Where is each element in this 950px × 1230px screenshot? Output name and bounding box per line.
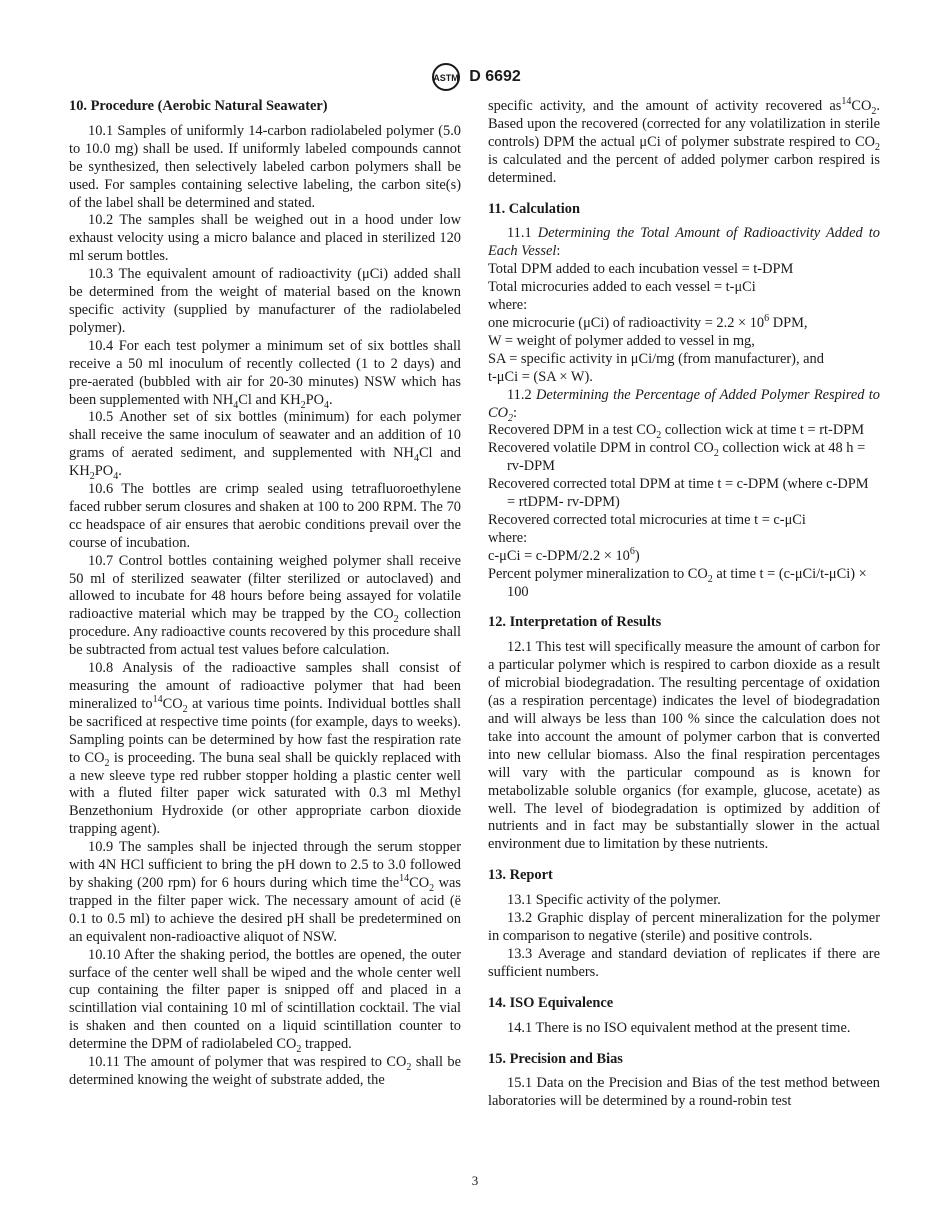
paragraph-14-1: 14.1 There is no ISO equivalent method at the present time.: [507, 1019, 851, 1036]
paragraph-10-7: 10.7 Control bottles containing weighed polymer shall receive 50 ml of sterilized seawater (filter sterilized or autoclaved) and allowed to incubate for 48 hours before being assayed for volatile radioactive material which may be trapped by the $CO_2$ collection procedure. Any radioactive counts recovered by this procedure shall be subtracted from actual test values before calculation.: [69, 552, 461, 659]
paragraph-10-8: 10.8 Analysis of the radioactive samples shall consist of measuring the amount of radioactive polymer that had been mineralized $to^{14}CO_2$ at various time points. Individual bottles shall be sacrificed at respective time points (for example, days to weeks). Sampling points can be determined by how fast the respiration rate to $CO_2$ is proceeding. The buna seal shall be quickly replaced with a new sleeve type red rubber stopper holding a plastic center well with a fluted filter paper wick saturated with 0.3 ml Methyl Benzethonium Hydroxide (or other appropriate carbon dioxide trapping agent).: [69, 660, 461, 838]
calc-line: W = weight of polymer added to vessel in mg,: [488, 332, 755, 349]
paragraph-10-3: 10.3 The equivalent amount of radioactivity (μCi) added shall be determined from the weight of material based on the known specific activity (supplied by manufacturer of the radiolabeled polymer).: [69, 266, 461, 336]
section-12-title: 12. Interpretation of Results: [488, 614, 662, 631]
section-15-title: 15. Precision and Bias: [488, 1050, 623, 1067]
paragraph-10-4: 10.4 For each test polymer a minimum set of six bottles shall receive a 50 ml inoculum of recently collected (1 to 2 days) and pre-aerated (bubbled with air for 20-30 minutes) NSW which has been supplemented with $NH_4Cl$ and $KH_2PO_4$.: [69, 337, 461, 411]
paragraph-10-6: 10.6 The bottles are crimp sealed using tetrafluoroethylene faced rubber serum closures and shaken at 100 to 200 RPM. The 70 cc headspace of air ensures that aerobic conditions prevail over the course of incubation.: [69, 481, 461, 551]
document-designation: D 6692: [469, 68, 521, 85]
paragraph-10-1: 10.1 Samples of uniformly 14-carbon radiolabeled polymer (5.0 to 10.0 mg) shall be used. If uniformly labeled compounds cannot be synthesized, then selectively labeled carbon polymers shall be used. For samples containing selective labeling, the carbon site(s) of the label shall be determined and stated.: [69, 122, 461, 211]
section-11-title: 11. Calculation: [488, 200, 580, 217]
right-column: [488, 98, 880, 1111]
calc-line: SA = specific activity in μCi/mg (from manufacturer), and: [488, 350, 824, 367]
paragraph-11-2: 11.2 Determining the Percentage of Added Polymer Respired to $CO_2$:: [488, 386, 880, 424]
left-column: [69, 98, 461, 1090]
calc-line: $c-\mu Ci = c-DPM/2.2 \times 10^6$): [488, 545, 640, 564]
section-14-title: 14. ISO Equivalence: [488, 994, 614, 1011]
page-header: [0, 62, 950, 92]
paragraph-11-1: 11.1 Determining the Total Amount of Radioactivity Added to Each Vessel:: [488, 225, 881, 260]
paragraph-10-2: 10.2 The samples shall be weighed out in a hood under low exhaust velocity using a micro balance and placed in sterilized 120 ml serum bottles.: [69, 212, 461, 265]
calc-line: t-μCi = (SA × W).: [488, 368, 593, 385]
calc-line: Recovered corrected total microcuries at time t = c-μCi: [488, 511, 806, 528]
paragraph-13-2: 13.2 Graphic display of percent mineralization for the polymer in comparison to negative (sterile) and positive controls.: [488, 910, 880, 944]
paragraph-10-11-continued: specific activity, and the amount of activity recovered $as^{14}CO_2$. Based upon the recovered (corrected for any volatilization in sterile controls) DPM the actual μCi of polymer substrate respired to $CO_2$ is calculated and the percent of added polymer carbon respired is determined.: [488, 96, 880, 186]
paragraph-10-11: 10.11 The amount of polymer that was respired to $CO_2$ shall be determined knowing the weight of substrate added, the: [69, 1054, 462, 1088]
paragraph-15-1: 15.1 Data on the Precision and Bias of the test method between laboratories will be determined by a round-robin test: [488, 1075, 880, 1110]
calc-line: Recovered corrected total DPM at time t = c-DPM (where c-DPM = rtDPM- rv-DPM): [488, 476, 869, 511]
calc-line: Percent polymer mineralization to $CO_2$ at time t = (c-μCi/t-μCi) × 100: [488, 565, 867, 600]
paragraph-10-10: 10.10 After the shaking period, the bottles are opened, the outer surface of the center well shall be wiped and the whole center well cup containing the filter paper is snipped off and placed in a scintillation vial containing 10 ml of scintillation cocktail. The vial is shaken and then counted on a liquid scintillation counter to determine the DPM of radiolabeled $CO_2$ trapped.: [69, 946, 461, 1055]
paragraph-13-1: 13.1 Specific activity of the polymer.: [507, 892, 721, 909]
page-number: 3: [471, 1173, 479, 1188]
section-10-title: 10. Procedure (Aerobic Natural Seawater): [69, 98, 328, 114]
section-13-title: 13. Report: [488, 867, 553, 884]
paragraph-12-1: 12.1 This test will specifically measure the amount of carbon for a particular polymer which is respired to carbon dioxide as a result of microbial biodegradation. The resulting percentage of oxidation (as a respiration percentage) indicates the level of biodegradation and will always be less than 100 % since the calculation does not take into account the amount of polymer carbon that is converted into new cellular biomass. Also the final respiration percentages will vary with the particular compound as is known for metabolizable soluble organics (for example, glucose, acetate) as well. The level of biodegradation is optimized by addition of nutrients and in fact may be substantially slower in the actual environment due to limitation by these nutrients.: [488, 639, 880, 853]
calc-line: Total microcuries added to each vessel = t-μCi: [488, 279, 756, 296]
astm-logo-icon: [429, 62, 463, 92]
calc-line: one microcurie (μCi) of radioactivity = $2.2 \times 10^6$ DPM,: [488, 313, 808, 331]
calc-line: Recovered volatile DPM in control $CO_2$ collection wick at 48 h = rv-DPM: [488, 440, 866, 475]
svg-text:ASTM: ASTM: [433, 73, 459, 83]
calc-line: Recovered DPM in a test $CO_2$ collection wick at time t = rt-DPM: [488, 422, 865, 442]
paragraph-10-9: 10.9 The samples shall be injected through the serum stopper with 4N HCl sufficient to bring the pH down to 2.5 to 3.0 followed by shaking (200 rpm) for 6 hours during which time $the^{14}CO_2$ was trapped in the filter paper wick. The necessary amount of acid (ë 0.1 to 0.5 ml) to achieve the desired pH shall be predetermined on an equivalent non-radioactive aliquot of NSW.: [69, 839, 461, 945]
paragraph-13-3: 13.3 Average and standard deviation of replicates if there are sufficient numbers.: [488, 945, 880, 980]
calc-line: where:: [488, 297, 528, 314]
calc-line: Total DPM added to each incubation vessel = t-DPM: [488, 261, 794, 278]
calc-line: where:: [488, 529, 528, 546]
paragraph-10-5: 10.5 Another set of six bottles (minimum) for each polymer shall receive the same inoculum of seawater and an addition of 10 grams of aerated sediment, and supplemented with $NH_4Cl$ and $KH_2PO_4$.: [69, 409, 461, 482]
